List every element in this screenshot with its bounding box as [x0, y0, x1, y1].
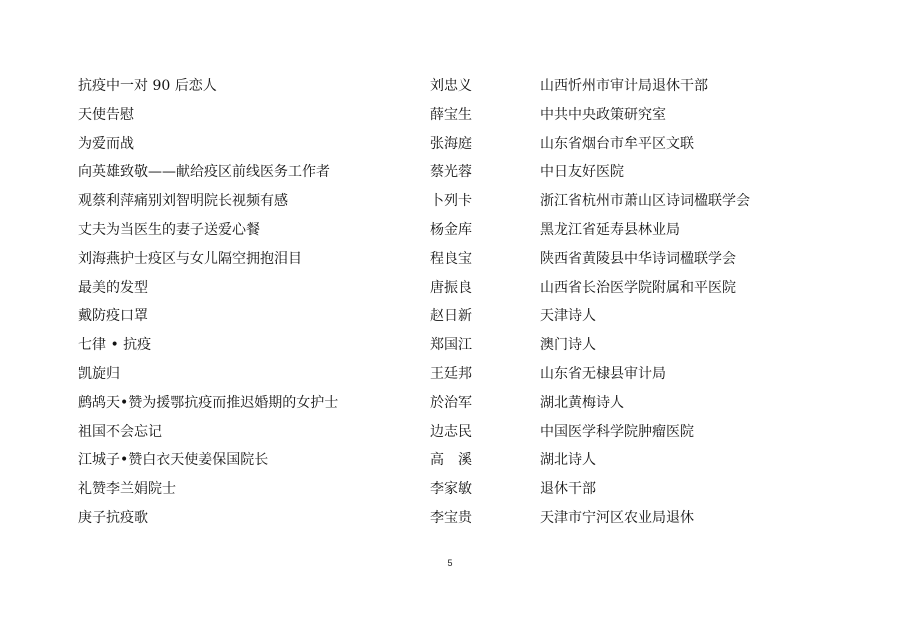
poem-title: 江城子•赞白衣天使姜保国院长 [78, 452, 269, 469]
poem-title: 戴防疫口罩 [78, 308, 148, 325]
author-affiliation: 天津诗人 [540, 308, 596, 325]
author-affiliation: 山东省烟台市牟平区文联 [540, 135, 694, 152]
poem-title: 庚子抗疫歌 [78, 509, 148, 526]
author-affiliation: 中日友好医院 [540, 164, 624, 181]
list-item [0, 504, 900, 533]
author-affiliation: 湖北黄梅诗人 [540, 394, 624, 411]
author-name: 郑国江 [430, 337, 472, 354]
poem-title: 鹧鸪天•赞为援鄂抗疫而推迟婚期的女护士 [78, 394, 339, 411]
author-name: 李宝贵 [430, 509, 472, 526]
author-name: 刘忠义 [430, 78, 472, 94]
author-name: 唐振良 [430, 279, 472, 296]
author-name: 张海庭 [430, 135, 472, 152]
author-affiliation: 浙江省杭州市萧山区诗词楹联学会 [540, 193, 750, 210]
list-item [0, 158, 900, 187]
list-item [0, 130, 900, 159]
author-name: 薛宝生 [430, 106, 472, 123]
author-affiliation: 退休干部 [540, 481, 596, 498]
poem-title: 礼赞李兰娟院士 [78, 481, 176, 498]
list-item [0, 72, 900, 101]
author-name: 卜列卡 [430, 193, 472, 210]
author-affiliation: 中国医学科学院肿瘤医院 [540, 423, 694, 440]
poem-title: 抗疫中一对 90 后恋人 [78, 78, 217, 94]
author-name: 蔡光蓉 [430, 164, 472, 181]
list-item [0, 360, 900, 389]
author-affiliation: 山东省无棣县审计局 [540, 365, 666, 382]
author-name: 杨金库 [430, 221, 472, 238]
list-item [0, 245, 900, 274]
list-item [0, 389, 900, 418]
author-name: 高 溪 [430, 452, 472, 469]
author-affiliation: 湖北诗人 [540, 452, 596, 469]
author-name: 边志民 [430, 423, 472, 440]
poem-title: 观蔡利萍痛别刘智明院长视频有感 [78, 193, 288, 210]
author-affiliation: 中共中央政策研究室 [540, 106, 666, 123]
author-name: 李家敏 [430, 481, 472, 498]
entry-list [0, 72, 900, 533]
poem-title: 七律 • 抗疫 [78, 337, 152, 354]
author-affiliation: 陕西省黄陵县中华诗词楹联学会 [540, 250, 736, 267]
poem-title: 凯旋归 [78, 365, 120, 382]
list-item [0, 475, 900, 504]
list-item [0, 187, 900, 216]
poem-title: 丈夫为当医生的妻子送爱心餐 [78, 221, 260, 238]
list-item [0, 302, 900, 331]
author-affiliation: 山西省长治医学院附属和平医院 [540, 279, 736, 296]
author-affiliation: 山西忻州市审计局退休干部 [540, 78, 708, 94]
list-item [0, 446, 900, 475]
poem-title: 刘海燕护士疫区与女儿隔空拥抱泪目 [78, 250, 302, 267]
list-item [0, 101, 900, 130]
author-name: 王廷邦 [430, 365, 472, 382]
author-name: 於治军 [430, 394, 472, 411]
author-affiliation: 天津市宁河区农业局退休 [540, 509, 694, 526]
poem-title: 向英雄致敬——献给疫区前线医务工作者 [78, 164, 330, 181]
poem-title: 天使告慰 [78, 106, 134, 123]
list-item [0, 418, 900, 447]
list-item [0, 274, 900, 303]
author-name: 程良宝 [430, 250, 472, 267]
poem-title: 祖国不会忘记 [78, 423, 162, 440]
poem-title: 最美的发型 [78, 279, 148, 296]
author-affiliation: 黑龙江省延寿县林业局 [540, 221, 680, 238]
list-item [0, 331, 900, 360]
list-item [0, 216, 900, 245]
page-number: 5 [447, 558, 453, 568]
poem-title: 为爱而战 [78, 135, 134, 152]
author-name: 赵日新 [430, 308, 472, 325]
author-affiliation: 澳门诗人 [540, 337, 596, 354]
